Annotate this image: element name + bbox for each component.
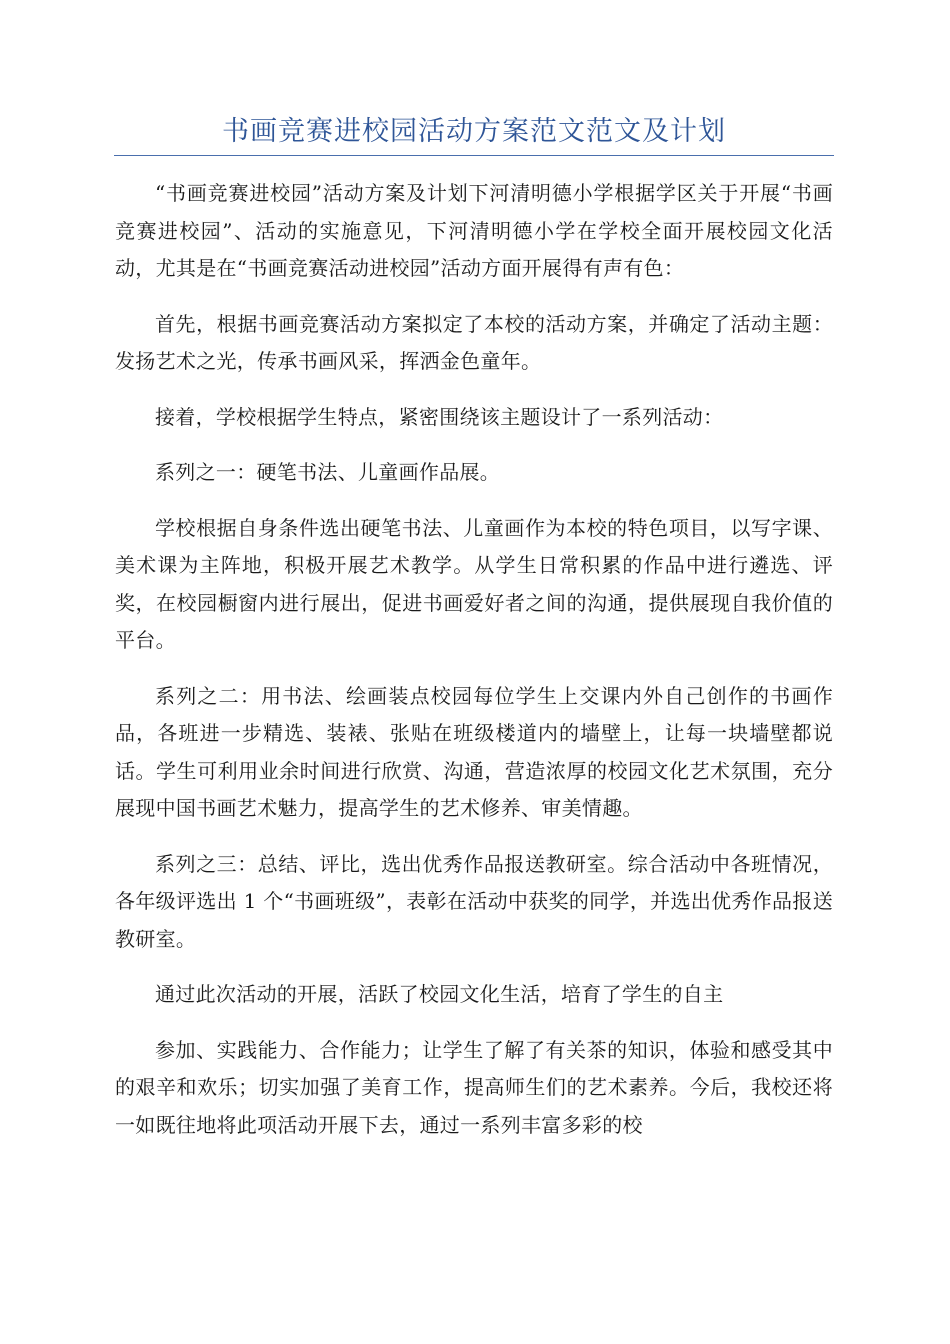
- paragraph-theme: 首先，根据书画竞赛活动方案拟定了本校的活动方案，并确定了活动主题：发扬艺术之光，传承书画风采，挥洒金色童年。: [115, 311, 833, 373]
- document-title: 书画竞赛进校园活动方案范文范文及计划: [222, 116, 726, 147]
- paragraph-outcome: 通过此次活动的开展，活跃了校园文化生活，培育了学生的自主: [155, 982, 724, 1006]
- paragraph-intro: “书画竞赛进校园”活动方案及计划下河清明德小学根据学区关于开展“书画竞赛进校园”、活动的实施意见，下河清明德小学在学校全面开展校园文化活动，尤其是在“书画竞赛活动进校园”活动方面开展得有声有色：: [115, 181, 833, 280]
- paragraph-activities-intro: 接着，学校根据学生特点，紧密围绕该主题设计了一系列活动：: [155, 404, 724, 429]
- paragraph-outcome-continued: 参加、实践能力、合作能力；让学生了解了有关茶的知识，体验和感受其中的艰辛和欢乐；切实加强了美育工作，提高师生们的艺术素养。今后，我校还将一如既往地将此项活动开展下去，通过一系列丰富多彩的校: [115, 1037, 833, 1137]
- document-body: [115, 175, 833, 1162]
- paragraph-series-one-body: 学校根据自身条件选出硬笔书法、儿童画作为本校的特色项目，以写字课、美术课为主阵地，积极开展艺术教学。从学生日常积累的作品中进行遴选、评奖，在校园橱窗内进行展出，促进书画爱好者之间的沟通，提供展现自我价值的平台。: [115, 515, 833, 652]
- paragraph-series-one-heading: 系列之一：硬笔书法、儿童画作品展。: [155, 460, 501, 484]
- paragraph-series-two: 系列之二：用书法、绘画装点校园每位学生上交课内外自己创作的书画作品，各班进一步精选、装裱、张贴在班级楼道内的墙壁上，让每一块墙壁都说话。学生可利用业余时间进行欣赏、沟通，营造浓厚的校园文化艺术氛围，充分展现中国书画艺术魅力，提高学生的艺术修养、审美情趣。: [115, 683, 833, 820]
- title-underline: [114, 155, 834, 156]
- paragraph-series-three: 系列之三：总结、评比，选出优秀作品报送教研室。综合活动中各班情况，各年级评选出 1 个“书画班级”，表彰在活动中获奖的同学，并选出优秀作品报送教研室。: [115, 851, 833, 951]
